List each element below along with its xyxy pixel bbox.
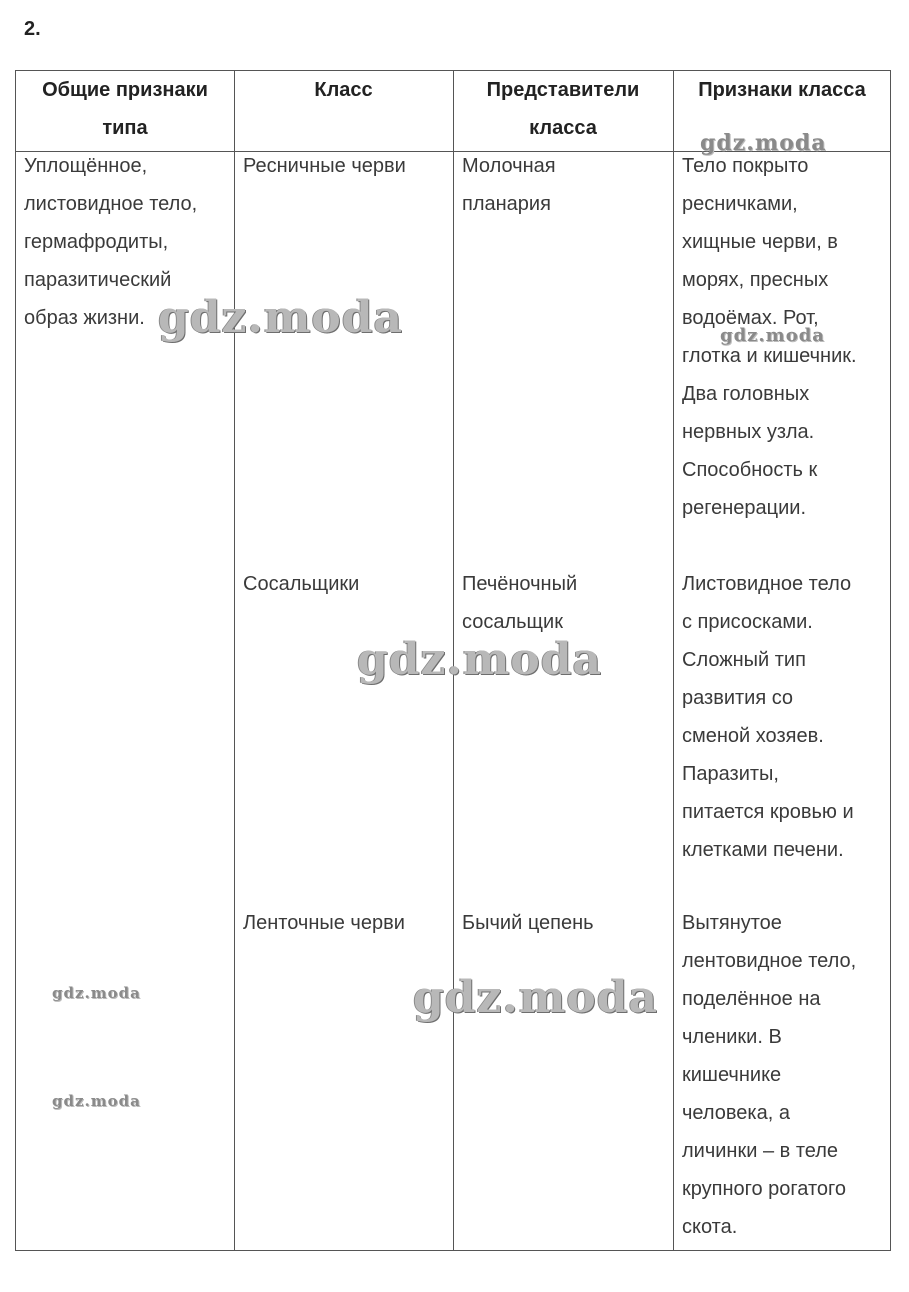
column-divider bbox=[673, 71, 674, 1250]
row-2-class: Сосальщики bbox=[243, 573, 360, 595]
row-2-features: Листовидное тело с присосками. Сложный тип развития со сменой хозяев. Паразиты, питается кровью и клетками печени. bbox=[682, 573, 854, 861]
header-class: Класс bbox=[314, 79, 373, 101]
header-common-features: Общие признаки типа bbox=[42, 79, 208, 139]
row-1-representative: Молочная планария bbox=[462, 155, 556, 215]
task-number: 2. bbox=[24, 18, 41, 40]
row-3-class: Ленточные черви bbox=[243, 912, 405, 934]
header-class-features: Признаки класса bbox=[698, 79, 866, 101]
watermark: gdz.moda bbox=[700, 130, 827, 156]
common-features-text: Уплощённое, листовидное тело, гермафродиты, паразитический образ жизни. bbox=[24, 155, 198, 329]
row-2-representative: Печёночный сосальщик bbox=[462, 573, 578, 633]
watermark: gdz.moda bbox=[52, 1092, 141, 1110]
row-1-class: Ресничные черви bbox=[243, 155, 406, 177]
row-3-representative: Бычий цепень bbox=[462, 912, 594, 934]
watermark: gdz.moda bbox=[413, 972, 659, 1023]
header-representatives: Представители класса bbox=[486, 79, 640, 139]
row-3-features: Вытянутое лентовидное тело, поделённое на членики. В кишечнике человека, а личинки – в теле крупного рогатого скота. bbox=[682, 912, 857, 1238]
column-divider bbox=[234, 71, 235, 1250]
watermark: gdz.moda bbox=[720, 325, 825, 346]
watermark: gdz.moda bbox=[52, 984, 141, 1002]
row-1-features: Тело покрыто ресничками, хищные черви, в морях, пресных водоёмах. Рот, глотка и кишечник. Два головных нервных узла. Способность к регенерации. bbox=[682, 155, 857, 519]
watermark: gdz.moda bbox=[357, 634, 603, 685]
watermark: gdz.moda bbox=[158, 292, 404, 343]
